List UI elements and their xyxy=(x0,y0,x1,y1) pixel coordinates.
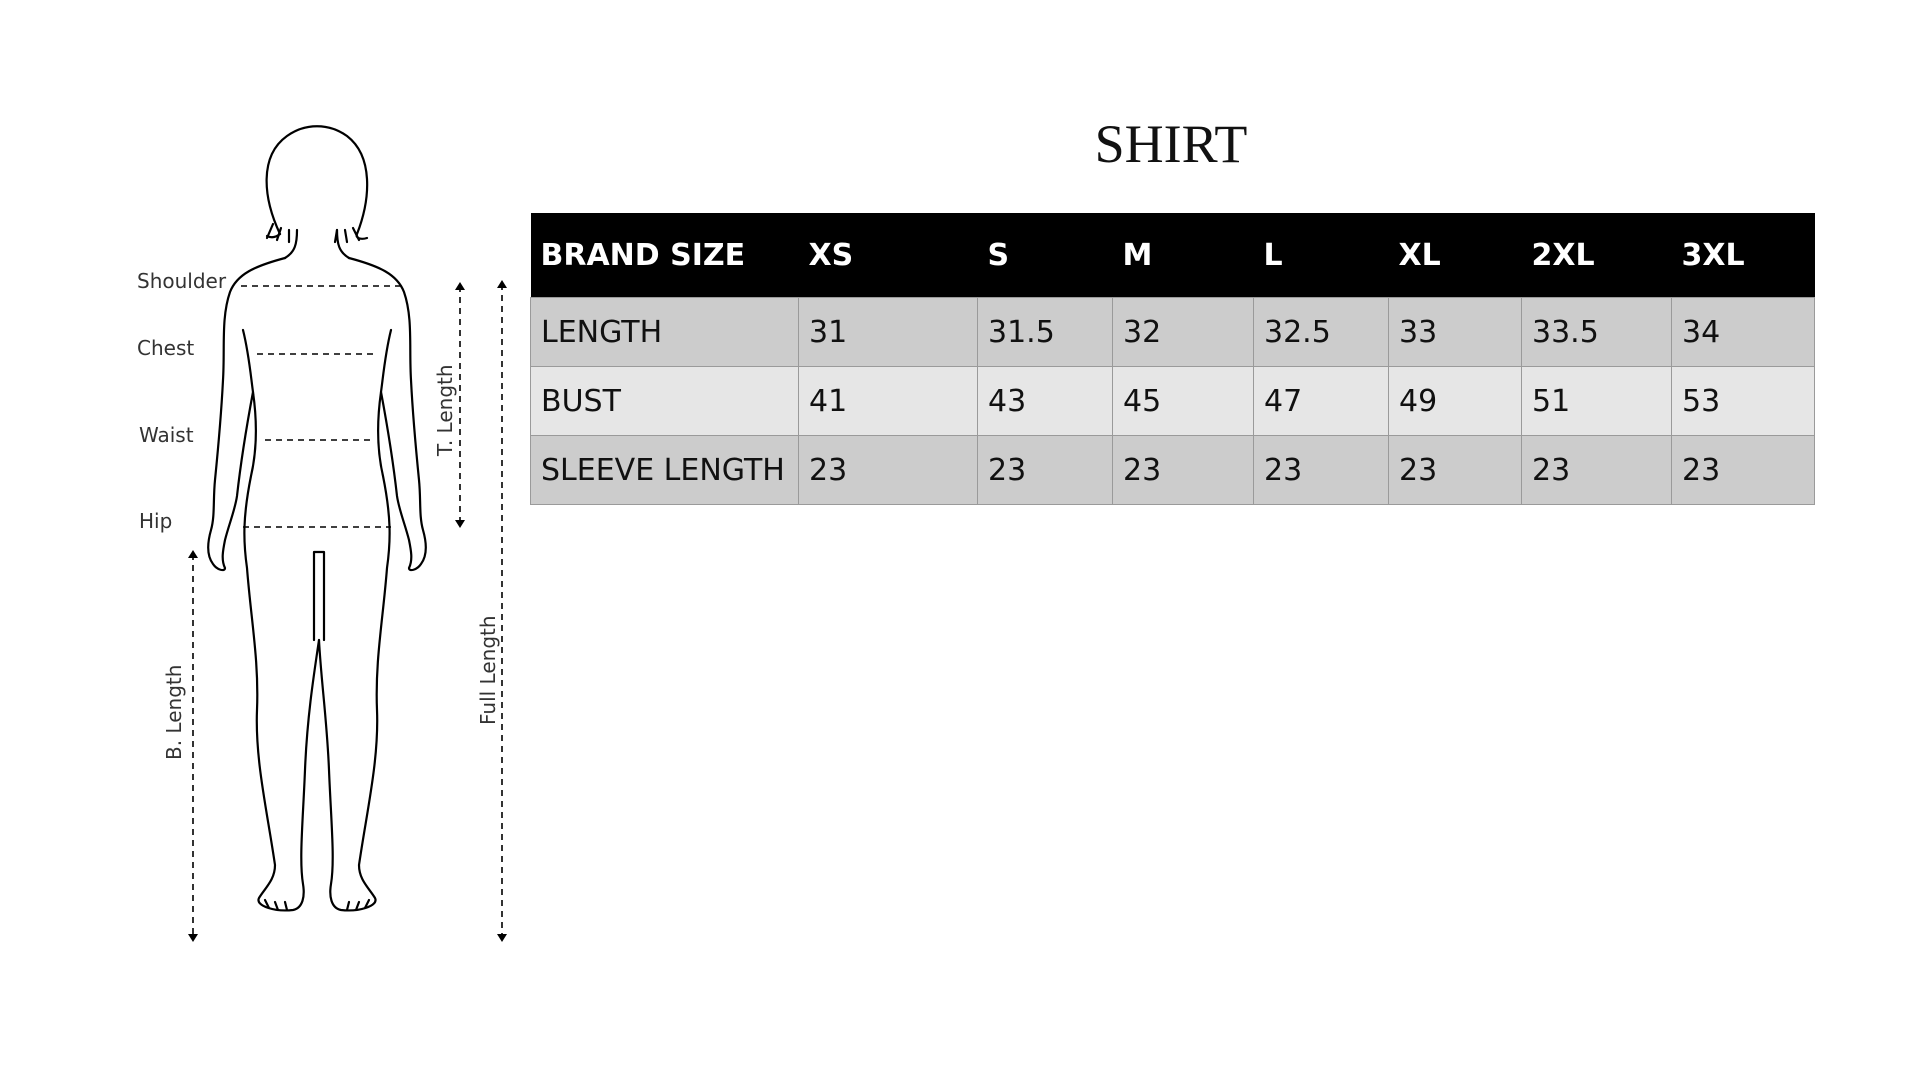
table-cell: 53 xyxy=(1672,367,1815,436)
table-cell: 41 xyxy=(799,367,978,436)
body-measurement-figure xyxy=(125,120,525,960)
header-size-xl: XL xyxy=(1389,213,1522,298)
table-cell: 33 xyxy=(1389,298,1522,367)
shoulder-label: Shoulder xyxy=(137,269,227,293)
table-cell: 45 xyxy=(1113,367,1254,436)
waist-label: Waist xyxy=(139,423,194,447)
table-cell: 23 xyxy=(1254,436,1389,505)
header-size-3xl: 3XL xyxy=(1672,213,1815,298)
header-size-s: S xyxy=(978,213,1113,298)
table-row xyxy=(531,436,1815,505)
b-length-label: B. Length xyxy=(162,664,186,760)
header-brand-size: BRAND SIZE xyxy=(531,213,799,298)
table-cell: 32 xyxy=(1113,298,1254,367)
table-cell: 23 xyxy=(1113,436,1254,505)
t-length-label: T. Length xyxy=(433,364,457,456)
table-cell: 23 xyxy=(1672,436,1815,505)
table-cell: 34 xyxy=(1672,298,1815,367)
table-cell: 31.5 xyxy=(978,298,1113,367)
table-cell: 23 xyxy=(978,436,1113,505)
table-row xyxy=(531,298,1815,367)
table-cell: 43 xyxy=(978,367,1113,436)
page-title: SHIRT xyxy=(1094,114,1248,174)
table-row xyxy=(531,367,1815,436)
header-size-xs: XS xyxy=(799,213,978,298)
header-size-l: L xyxy=(1254,213,1389,298)
table-cell: 23 xyxy=(799,436,978,505)
chest-label: Chest xyxy=(137,336,195,360)
table-cell: 33.5 xyxy=(1522,298,1672,367)
row-label-sleeve-length: SLEEVE LENGTH xyxy=(531,436,799,505)
row-label-length: LENGTH xyxy=(531,298,799,367)
table-cell: 31 xyxy=(799,298,978,367)
full-length-label: Full Length xyxy=(476,615,500,725)
table-cell: 32.5 xyxy=(1254,298,1389,367)
row-label-bust: BUST xyxy=(531,367,799,436)
body-outline-illustration xyxy=(125,120,525,960)
header-size-2xl: 2XL xyxy=(1522,213,1672,298)
table-cell: 23 xyxy=(1522,436,1672,505)
size-chart-table xyxy=(530,213,1815,505)
table-cell: 49 xyxy=(1389,367,1522,436)
table-cell: 23 xyxy=(1389,436,1522,505)
table-header-row xyxy=(531,213,1815,298)
hip-label: Hip xyxy=(139,509,173,533)
header-size-m: M xyxy=(1113,213,1254,298)
table-cell: 47 xyxy=(1254,367,1389,436)
table-cell: 51 xyxy=(1522,367,1672,436)
